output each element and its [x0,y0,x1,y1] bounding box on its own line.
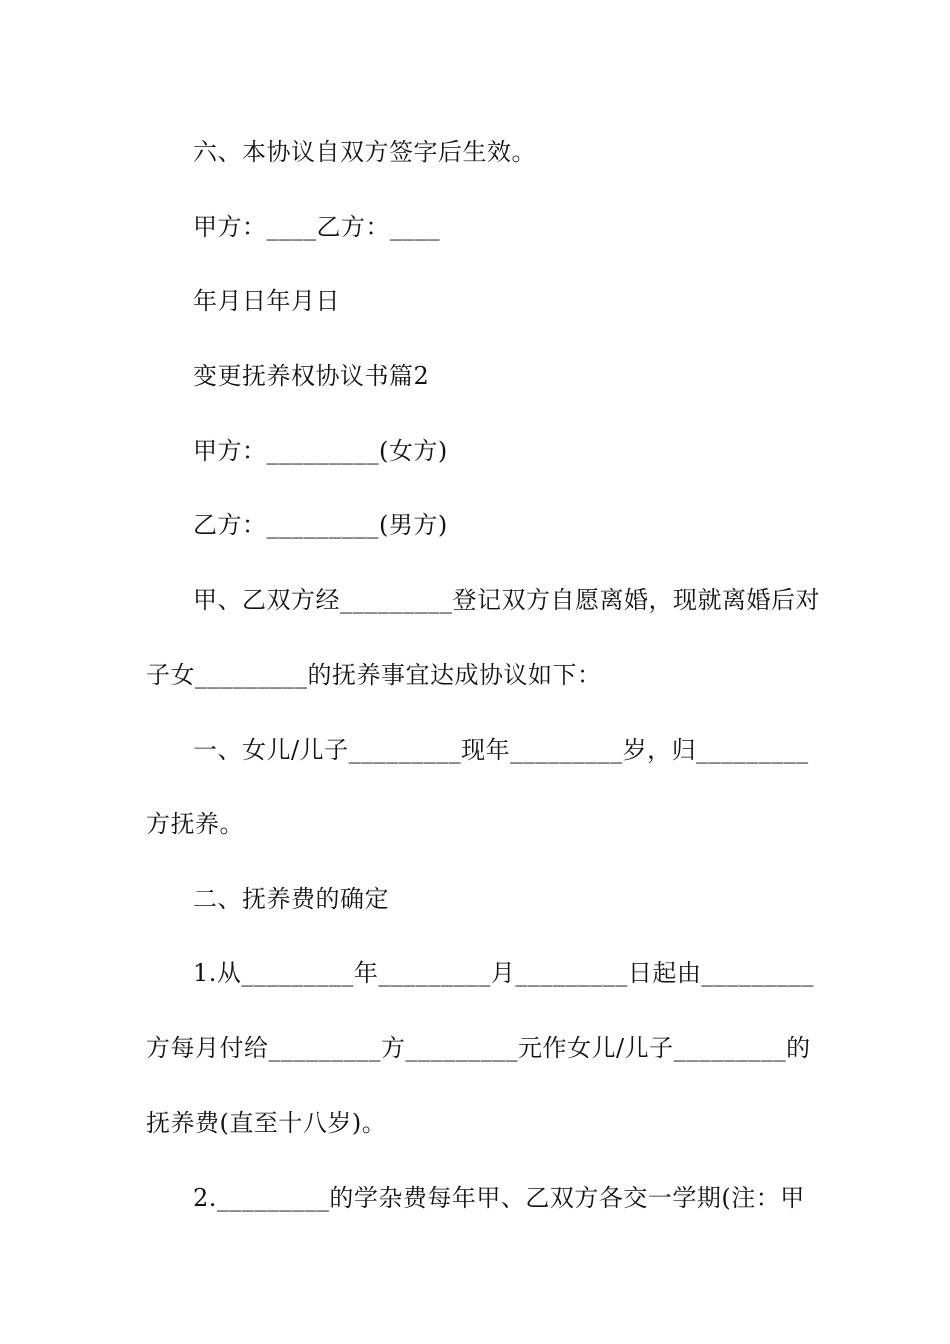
clause-six: 六、本协议自双方签字后生效。 [193,138,536,166]
signature-parties: 甲方：____乙方：____ [193,213,440,241]
clause-one-line-1: 一、女儿/儿子_________现年_________岁，归_________ [193,736,809,764]
intro-paragraph-line-1: 甲、乙双方经_________登记双方自愿离婚，现就离婚后对 [193,586,820,614]
intro-paragraph-line-2: 子女_________的抚养事宜达成协议如下： [146,661,602,689]
clause-two-item-1-line-1: 1.从_________年_________月_________日起由_________ [193,959,814,987]
section-title: 变更抚养权协议书篇2 [193,362,430,390]
clause-two-item-1-line-3: 抚养费(直至十八岁)。 [146,1109,387,1137]
clause-one-line-2: 方抚养。 [146,810,244,838]
signature-dates: 年月日年月日 [193,287,340,315]
clause-two-item-2-line-1: 2._________的学杂费每年甲、乙双方各交一学期(注：甲 [193,1184,805,1212]
clause-two-heading: 二、抚养费的确定 [193,885,389,913]
party-a-line: 甲方：_________(女方) [193,437,448,465]
clause-two-item-1-line-2: 方每月付给_________方_________元作女儿/儿子_________的 [146,1034,811,1062]
party-b-line: 乙方：_________(男方) [193,511,448,539]
